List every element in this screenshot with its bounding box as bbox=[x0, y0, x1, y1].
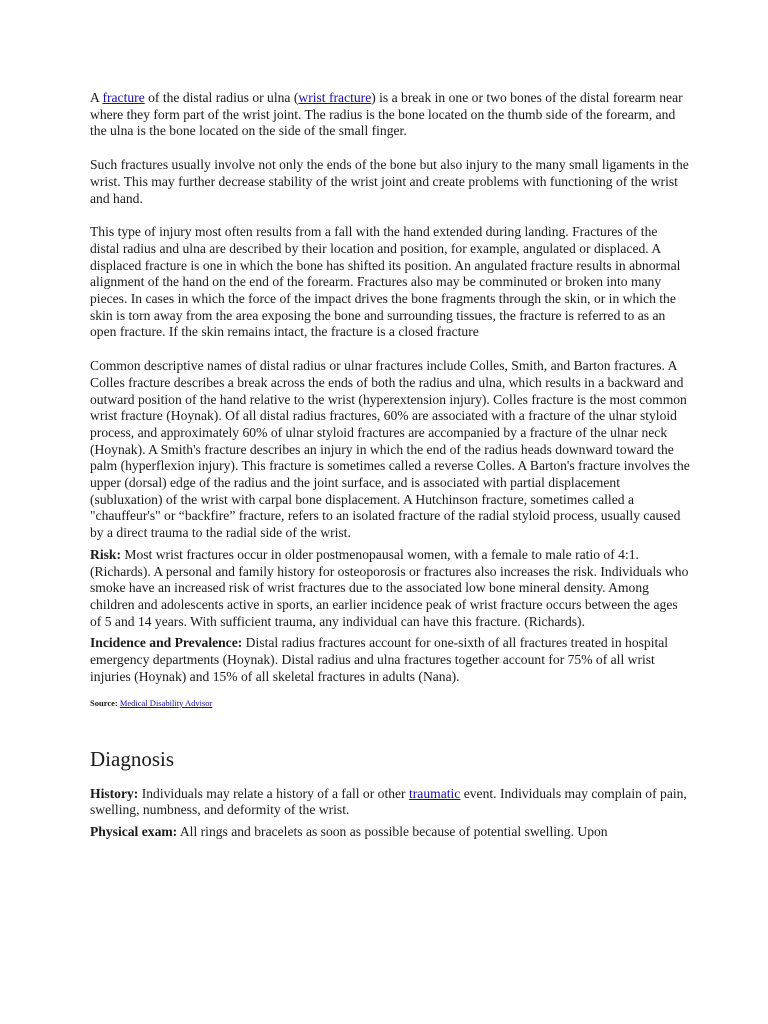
risk-paragraph: Risk: Most wrist fractures occur in older postmenopausal women, with a female to male ratio of 4:1. (Richards). A personal and family history for osteoporosis or fractures also increases the risk. Individuals who smoke have an increased risk of wrist fractures due to the associated low bone mineral density. Among children and adolescents active in sports, an earlier incidence peak of wrist fracture occurs between the ages of 5 and 14 years. With sufficient trauma, any individual can have this fracture. (Richards). bbox=[90, 546, 689, 629]
risk-label: Risk: bbox=[90, 546, 121, 562]
history-paragraph: History: Individuals may relate a history of a fall or other traumatic event. Individuals may complain of pain, swelling, numbness, and deformity of the wrist. bbox=[90, 785, 687, 818]
physical-exam-paragraph: Physical exam: All rings and bracelets as soon as possible because of potential swelling. Upon bbox=[90, 823, 608, 839]
injury-type-paragraph: This type of injury most often results from a fall with the hand extended during landing. Fractures of the distal radius and ulna are described by their location and position, for example, angulated or displaced. A displaced fracture is one in which the bone has shifted its position. An angulated fracture results in abnormal alignment of the hand on the end of the forearm. Fractures also may be comminuted or broken into many pieces. In cases in which the force of the impact drives the bone fragments through the skin, or in which the skin is torn away from the area exposing the bone and surrounding tissues, the fracture is referred to as an open fracture. If the skin remains intact, the fracture is a closed fracture bbox=[90, 224, 681, 340]
history-label: History: bbox=[90, 785, 139, 801]
ligament-paragraph: Such fractures usually involve not only the ends of the bone but also injury to the many small ligaments in the wrist. This may further decrease stability of the wrist joint and create problems with functioning of the wrist and hand. bbox=[90, 157, 689, 206]
article-body bbox=[90, 90, 690, 846]
intro-paragraph: A fracture of the distal radius or ulna (wrist fracture) is a break in one or two bones of the distal forearm near where they form part of the wrist joint. The radius is the bone located on the thumb side of the forearm, and the ulna is the bone located on the side of the small finger. bbox=[90, 90, 683, 139]
incidence-paragraph: Incidence and Prevalence: Distal radius fractures account for one-sixth of all fractures treated in hospital emergency departments (Hoynak). Distal radius and ulna fractures together account for 75% of all wrist injuries (Hoynak) and 15% of all skeletal fractures in adults (Nana). bbox=[90, 635, 669, 684]
incidence-label: Incidence and Prevalence: bbox=[90, 635, 243, 651]
traumatic-link[interactable]: traumatic bbox=[408, 785, 461, 801]
source-line bbox=[90, 698, 690, 709]
diagnosis-heading: Diagnosis bbox=[90, 746, 174, 771]
physical-exam-label: Physical exam: bbox=[90, 823, 178, 839]
wrist-fracture-link[interactable]: wrist fracture bbox=[298, 90, 372, 105]
fracture-link[interactable]: fracture bbox=[102, 90, 145, 105]
descriptive-names-paragraph: Common descriptive names of distal radius or ulnar fractures include Colles, Smith, and Barton fractures. A Colles fracture describes a break across the ends of both the radius and ulna, which results in a backward and outward position of the hand relative to the wrist (hyperextension injury). Colles fracture is the most common wrist fracture (Hoynak). Of all distal radius fractures, 60% are associated with a fracture of the ulnar styloid process, and approximately 60% of ulnar styloid fractures are accompanied by a fracture of the ulnar neck (Hoynak). A Smith's fracture describes an injury in which the end of the radius heads downward toward the palm (hyperflexion injury). This fracture is sometimes called a reverse Colles. A Barton's fracture involves the upper (dorsal) edge of the radius and the joint surface, and is associated with partial displacement (subluxation) of the wrist with carpal bone displacement. A Hutchinson fracture, sometimes called a "chauffeur's" or “backfire” fracture, refers to an isolated fracture of the radial styloid process, usually caused by a direct trauma to the radial side of the wrist. bbox=[90, 358, 690, 541]
source-label: Source: bbox=[90, 697, 118, 708]
medical-disability-advisor-link[interactable]: Medical Disability Advisor bbox=[119, 697, 213, 708]
